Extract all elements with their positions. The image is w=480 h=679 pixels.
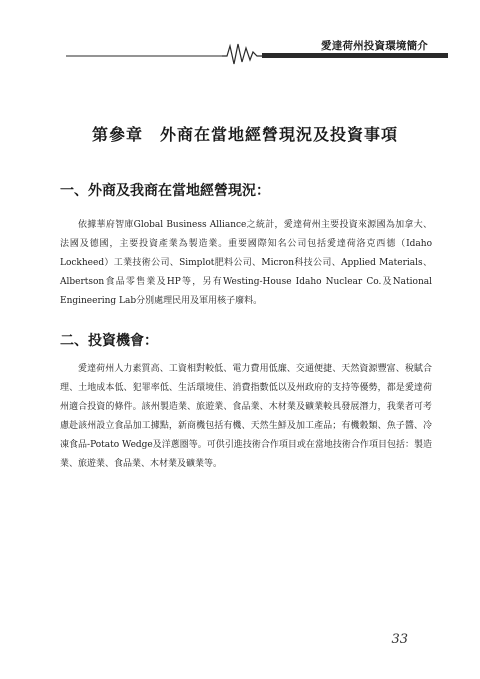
chapter-title: 第參章 外商在當地經營現況及投資事項 (91, 125, 398, 144)
heartbeat-line-icon (222, 44, 262, 64)
page-number: 33 (391, 632, 408, 647)
section-heading-2: 二、投資機會： (60, 333, 158, 349)
page-header (0, 0, 480, 70)
section-heading-1: 一、外商及我商在當地經營現況： (60, 183, 270, 199)
header-bar (262, 53, 448, 58)
section-body-1: 依據華府智庫Global Business Alliance之統計，愛達荷州主要投資來源國為加拿大、法國及德國，主要投資產業為製造業。重要國際知名公司包括愛達荷洛克西德（Idaho Lockheed）工業技術公司、Simplot肥料公司、Micron科技公司、Applied Materials、Albertson食品零售業及HP等，另有Westing-House Idaho Nuclear Co.及National Engineering Lab分別處理民用及軍用核子廢料。 (60, 220, 432, 306)
header-decoration (0, 0, 480, 70)
section-body-2: 愛達荷州人力素質高、工資相對較低、電力費用低廉、交通便捷、天然資源豐富、稅賦合理、土地成本低、犯罪率低、生活環境佳、消費指數低以及州政府的支持等優勢，都是愛達荷州適合投資的條件。該州製造業、旅遊業、食品業、木材業及礦業較具發展潛力，我業者可考慮赴該州設立食品加工據點，新商機包括有機、天然生鮮及加工產品；有機穀類、魚子醬、冷凍食品-Potato Wedge及洋蔥圈等。可供引進技術合作項目或在當地技術合作項目包括：製造業、旅遊業、食品業、木材業及礦業等。 (60, 364, 432, 469)
header-title: 愛達荷州投資環境簡介 (321, 40, 428, 52)
